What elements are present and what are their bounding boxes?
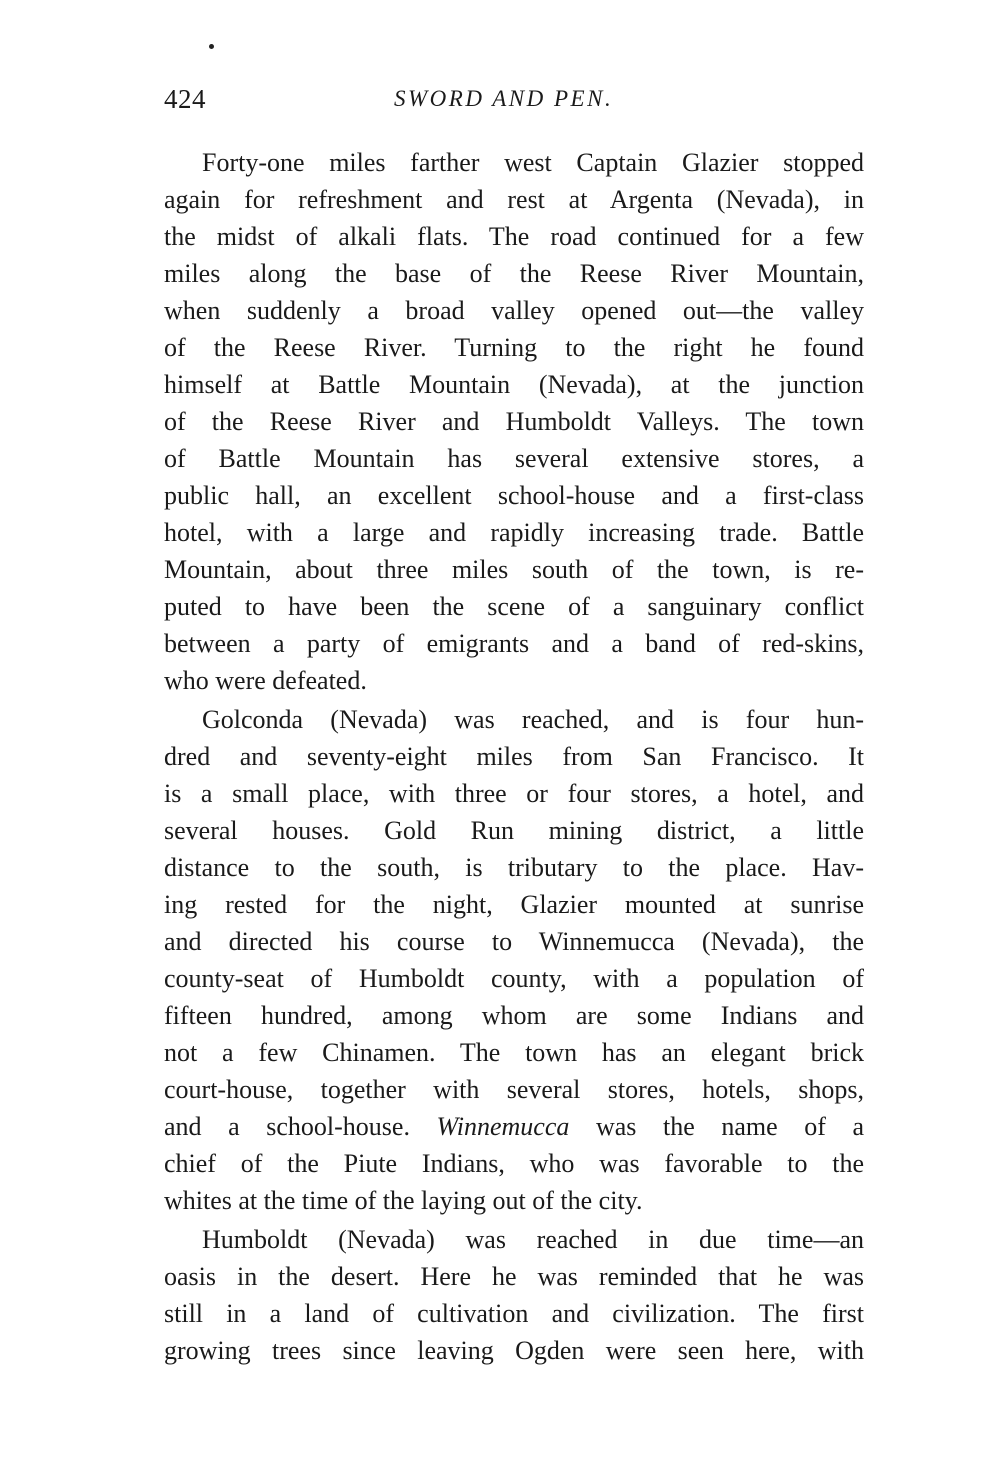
text-line: of Battle Mountain has several extensive stores, a [164, 444, 864, 473]
text-line: hotel, with a large and rapidly increasing trade. Battle [164, 518, 864, 547]
text-segment: and a school-house. [164, 1112, 410, 1141]
text-line: Forty-one miles farther west Captain Glazier stopped [202, 148, 864, 177]
paragraph-1 [164, 144, 864, 699]
page-header [164, 84, 864, 124]
text-line: whites at the time of the laying out of the city. [164, 1186, 643, 1215]
text-line: is a small place, with three or four stores, a hotel, and [164, 779, 864, 808]
text-line: chief of the Piute Indians, who was favorable to the [164, 1149, 864, 1178]
text-line: when suddenly a broad valley opened out—the valley [164, 296, 864, 325]
page-number: 424 [164, 84, 206, 114]
text-segment: was the name of a [595, 1112, 864, 1141]
text-line: distance to the south, is tributary to the place. Hav- [164, 853, 864, 882]
text-line: fifteen hundred, among whom are some Indians and [164, 1001, 864, 1030]
text-line: again for refreshment and rest at Argenta (Nevada), in [164, 185, 864, 214]
italic-term: Winnemucca [436, 1112, 570, 1141]
text-line: of the Reese River and Humboldt Valleys. The town [164, 407, 864, 436]
text-line: and directed his course to Winnemucca (Nevada), the [164, 927, 864, 956]
text-line-with-italic [164, 1108, 864, 1145]
text-line: between a party of emigrants and a band of red-skins, [164, 629, 864, 658]
text-line: the midst of alkali flats. The road continued for a few [164, 222, 864, 251]
text-line: dred and seventy-eight miles from San Francisco. It [164, 742, 864, 771]
text-line: ing rested for the night, Glazier mounted at sunrise [164, 890, 864, 919]
text-line: who were defeated. [164, 666, 367, 695]
text-line: Mountain, about three miles south of the town, is re- [164, 555, 864, 584]
paragraph-2 [164, 701, 864, 1219]
text-line: of the Reese River. Turning to the right he found [164, 333, 864, 362]
text-line: puted to have been the scene of a sanguinary conflict [164, 592, 864, 621]
text-line: court-house, together with several stores, hotels, shops, [164, 1075, 864, 1104]
paragraph-3 [164, 1221, 864, 1369]
text-line: himself at Battle Mountain (Nevada), at the junction [164, 370, 864, 399]
text-line: not a few Chinamen. The town has an elegant brick [164, 1038, 864, 1067]
text-line: miles along the base of the Reese River Mountain, [164, 259, 864, 288]
text-line: still in a land of cultivation and civilization. The first [164, 1299, 864, 1328]
text-line: public hall, an excellent school-house and a first-class [164, 481, 864, 510]
text-line: Humboldt (Nevada) was reached in due time—an [202, 1225, 864, 1254]
text-line: growing trees since leaving Ogden were seen here, with [164, 1336, 864, 1365]
text-line: oasis in the desert. Here he was reminded that he was [164, 1262, 864, 1291]
text-line: Golconda (Nevada) was reached, and is four hun- [202, 705, 864, 734]
text-line: county-seat of Humboldt county, with a population of [164, 964, 864, 993]
text-line: several houses. Gold Run mining district, a little [164, 816, 864, 845]
running-head: SWORD AND PEN. [394, 86, 614, 111]
ink-speck [209, 44, 214, 49]
body-text [164, 144, 864, 1369]
